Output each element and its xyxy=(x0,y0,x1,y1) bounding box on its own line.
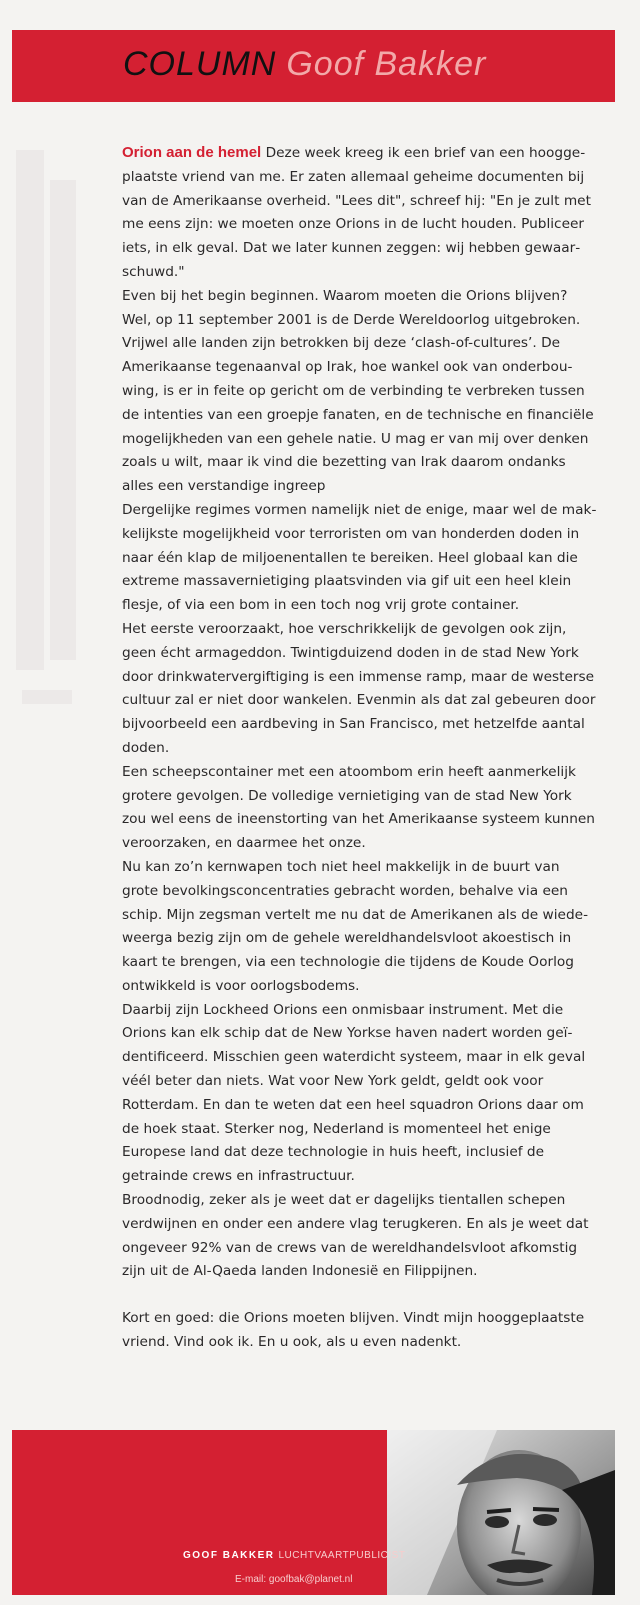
paragraph: Een scheepscontainer met een atoombom erin heeft aanmerkelijk grotere gevolgen. De volledige vernietiging van de stad New York zou wel eens de ineenstorting van het Amerikaanse systeem kunnen veroorzaken, en daarmee het onze. xyxy=(122,763,595,852)
column-label: COLUMN xyxy=(123,45,277,83)
author-name: GOOF BAKKER xyxy=(183,1550,275,1561)
article-body xyxy=(122,141,600,1355)
paragraph: Daarbij zijn Lockheed Orions een onmisbaar instrument. Met die Orions kan elk schip dat de New Yorkse haven nadert worden geïdentificeerd. Misschien geen waterdicht systeem, maar in elk geval véél beter dan niets. Wat voor New York geldt, geldt ook voor Rotterdam. En dan te weten dat een heel squadron Orions daar om de hoek staat. Sterker nog, Nederland is momenteel het enige Europese land dat deze technologie in huis heeft, inclusief de getrainde crews en infrastructuur. xyxy=(122,1001,586,1185)
paragraph: Nu kan zo’n kernwapen toch niet heel makkelijk in de buurt van grote bevolkingsconcentraties gebracht worden, behalve via een schip. Mijn zegsman vertelt me nu dat de Amerikanen als de wiedeweerga bezig zijn om de gehele wereldhandelsvloot akoestisch in kaart te brengen, via een technologie die tijdens de Koude Oorlog ontwikkeld is voor oorlogsbodems. xyxy=(122,858,589,994)
paragraph: Even bij het begin beginnen. Waarom moeten die Orions blijven? Wel, op 11 september 2001 is de Derde Wereldoorlog uitgebroken. Vrijwel alle landen zijn betrokken bij deze ‘clash-of-cultures’. De Amerikaanse tegenaanval op Irak, hoe wankel ook van onderbouwing, is er in feite op gericht om de verbinding te verbreken tussen de intenties van een groepje fanaten, en de technische en financiële mogelijkheden van een gehele natie. U mag er van mij over denken zoals u wilt, maar ik vind die bezetting van Irak daarom ondanks alles een verstandige ingreep xyxy=(122,287,594,495)
closing-paragraph: Kort en goed: die Orions moeten blijven. Vindt mijn hooggeplaatste vriend. Vind ook ik. En u ook, als u even nadenkt. xyxy=(122,1310,585,1351)
paragraph: Het eerste veroorzaakt, hoe verschrikkelijk de gevolgen ook zijn, geen écht armageddon. Twintigduizend doden in de stad New York door drinkwatervergiftiging is een immense ramp, maar de westerse cultuur zal er niet door wankelen. Evenmin als dat zal gebeuren door bijvoorbeeld een aardbeving in San Francisco, met hetzelfde aantal doden. xyxy=(122,620,596,756)
paragraph: Broodnodig, zeker als je weet dat er dagelijks tientallen schepen verdwijnen en onder een andere vlag terugkeren. En als je weet dat ongeveer 92% van de crews van de wereldhandelsvloot afkomstig zijn uit de Al-Qaeda landen Indonesië en Filippijnen. xyxy=(122,1192,589,1280)
author-email: E-mail: goofbak@planet.nl xyxy=(235,1574,353,1585)
column-author: Goof Bakker xyxy=(286,45,487,83)
faded-side-graphic xyxy=(12,150,84,710)
column-header xyxy=(123,44,486,84)
paragraph: Dergelijke regimes vormen namelijk niet de enige, maar wel de makkelijkste mogelijkheid voor terroristen om van honderden doden in naar één klap de miljoenentallen te bereiken. Heel globaal kan die extreme massavernietiging plaatsvinden via gif uit een heel klein flesje, of via een bom in een toch nog vrij grote container. xyxy=(122,501,597,614)
footer-byline xyxy=(183,1550,405,1561)
article-headline: Orion aan de hemel xyxy=(122,144,262,161)
author-role: LUCHTVAARTPUBLICIST xyxy=(278,1550,406,1561)
article-lead xyxy=(122,141,600,285)
author-photo xyxy=(387,1430,615,1595)
lead-text: Deze week kreeg ik een brief van een hooggeplaatste vriend van me. Er zaten allemaal geheime documenten bij van de Amerikaanse overheid. "Lees dit", schreef hij: "En je zult met me eens zijn: we moeten onze Orions in de lucht houden. Publiceer iets, in elk geval. Dat we later kunnen zeggen: wij hebben gewaarschuwd." xyxy=(122,145,591,280)
